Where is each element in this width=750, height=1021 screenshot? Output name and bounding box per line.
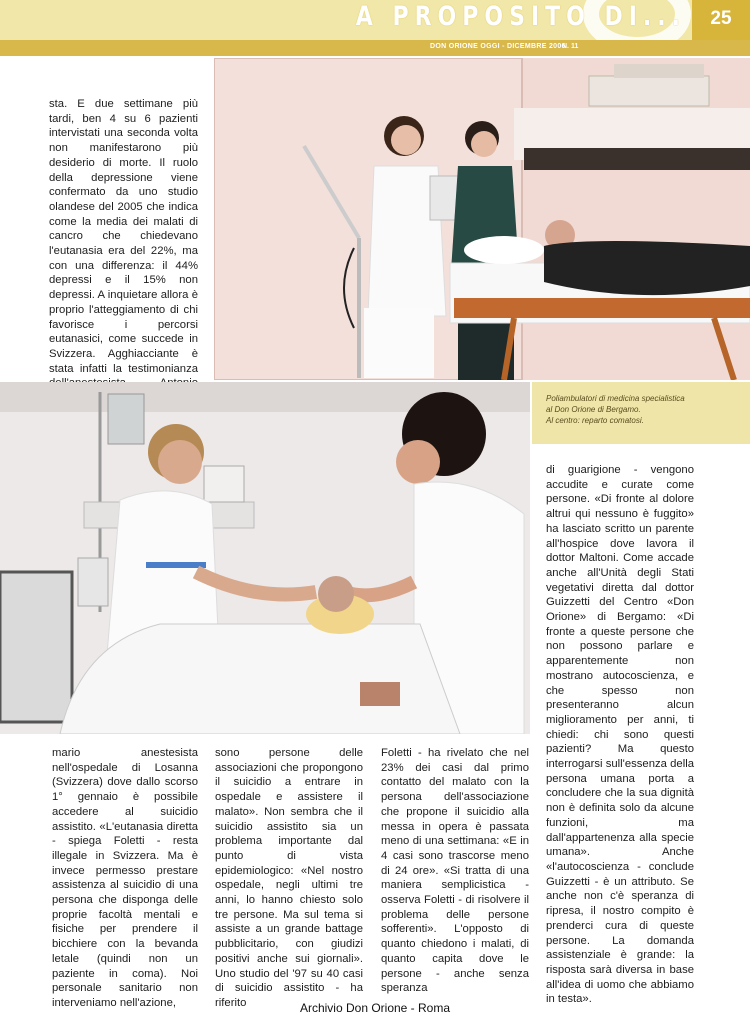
archive-footer: Archivio Don Orione - Roma (299, 1001, 451, 1015)
page-number: 25 (692, 0, 750, 40)
paragraph: sta. E due settimane più tardi, ben 4 su 6 pazienti intervistati una seconda volta non manifestarono più desiderio di morte. Il ruolo della depressione viene confermato da uno studio olandese del 2005 che indica come la media dei malati di cancro che chiedevano l'eutanasia era del 22%, ma con una differenza: il 44% depressi e il 15% non depressi. A inquietare allora è proprio l'atteggiamento di chi favorisce i percorsi eutanasici, come succede in Svizzera. Agghiacciante è stata infatti la testimonianza (49, 98, 198, 375)
caption-line: Al centro: reparto comatosi. (546, 416, 644, 425)
paragraph: sono persone delle associazioni che propongono il suicidio a entrare in ospedale e assistere il malato». Non sembra che il suicidio assistito sia un problema importante dal punto di vista epidemiologico: «Nel nostro ospedale, negli ultimi tre anni, lo hanno chiesto solo tre persone. Ma sul tema si assiste a un grande battage pubblicitario, con giudizi positivi anche sui giornali». Uno studio del '97 su 40 casi di suicidio assistito - ha riferito (215, 747, 363, 1009)
photo-caption (546, 393, 736, 426)
text-column-bottom-1 (52, 746, 198, 1011)
photo-coma-unit (0, 382, 530, 734)
coma-unit-illustration (0, 382, 530, 734)
clinic-illustration (214, 58, 750, 380)
issue-number: N. 11 (562, 43, 579, 50)
photo-clinic (214, 58, 750, 380)
text-column-top-left (49, 97, 198, 406)
caption-line: al Don Orione di Bergamo. (546, 405, 641, 414)
text-column-right (546, 463, 694, 1007)
issue-label: DON ORIONE OGGI - DICEMBRE 2006 (430, 43, 566, 50)
caption-line: Poliambulatori di medicina specialistica (546, 394, 685, 403)
text-column-bottom-2 (215, 746, 363, 1011)
text-column-bottom-3 (381, 746, 529, 996)
section-title: A PROPOSITO DI... (355, 2, 686, 32)
paragraph: di guarigione - vengono accudite e curate come persone. «Di fronte al dolore altrui qui nessuno è fuggito» ha lasciato scritto un parente all'hospice dove lavora il dottor Maltoni. Come accade anche all'Unità degli Stati vegetativi diretta dal dottor Guizzetti del Centro «Don Orione» di Bergamo: «Di fronte a queste persone che non possono parlare e apparentemente non mostrano autocoscienza, e che spesso non presenteranno alcun miglioramento per anni, ti chiedi: chi sono questi pazienti? Ma questo interrogarsi sull'essenza della persona umana porta a concludere che la sua dignità non è definita solo da alcune funzioni, ma dall'appartenenza alla specie umana». Anche «l'autocoscienza - conclude Guizzetti - è un attributo. Se anche non c'è speranza di ripresa, il nostro compito è prenderci cura di queste persone. La domanda assistenziale è grande: la risposta sarà diversa in base all'idea di uomo che abbiamo in testa». (546, 464, 694, 1006)
paragraph: Foletti - ha rivelato che nel 23% dei casi dal primo contatto del malato con la persona dell'associazione che propone il suicidio alla messa in opera è passata meno di una settimana: «E in 4 casi sono trascorse meno di 24 ore». «Si tratta di una maniera semplicistica - osserva Foletti - di risolvere il problema delle persone sofferenti». L'opposto di quanto chiedono i malati, di quanto capita dove le persone - anche senza speranza (381, 747, 529, 995)
issue-band (0, 40, 750, 56)
paragraph: mario anestesista nell'ospedale di Losanna (Svizzera) dove dallo scorso 1° gennaio è possibile accedere al suicidio assistito. «L'eutanasia diretta - spiega Foletti - resta illegale in Svizzera. Ma è invece permesso prestare assistenza al suicidio di una persona che disponga delle proprie facoltà mentali e fisiche per prendere il bicchiere con la bevanda letale (quindi non un paziente in coma). Noi personale sanitario non interveniamo nell'azione, (52, 747, 198, 1009)
